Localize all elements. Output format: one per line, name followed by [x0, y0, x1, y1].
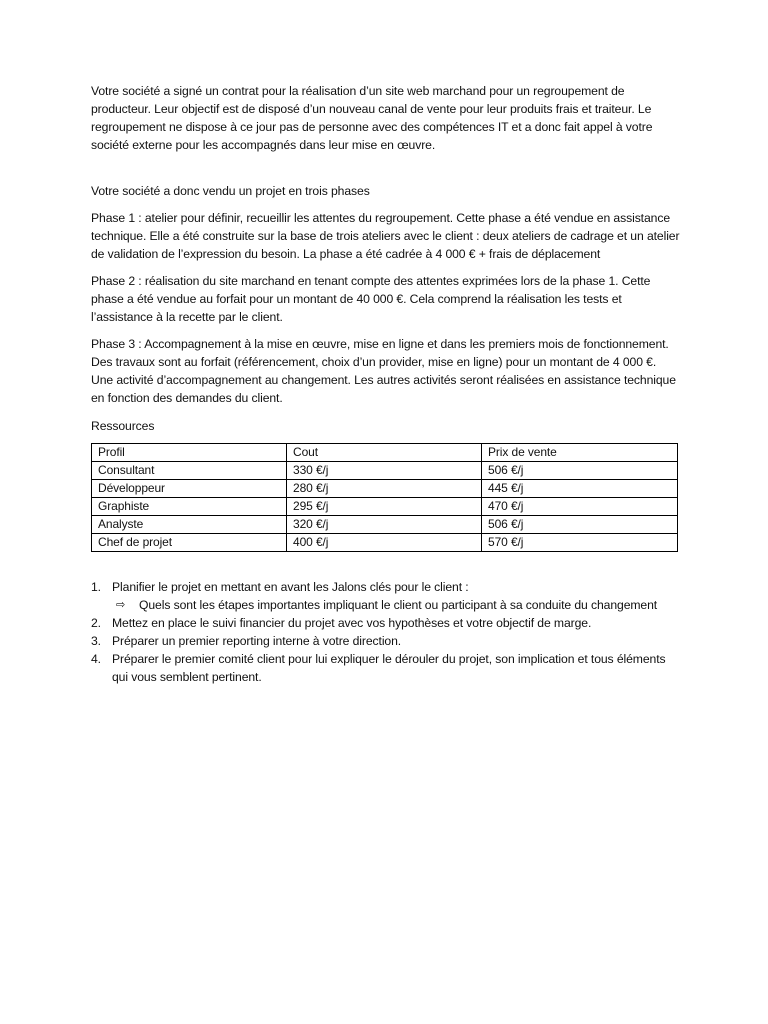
- question-item-1: [91, 578, 681, 614]
- table-cell: 445 €/j: [482, 480, 678, 498]
- table-header-cell: Prix de vente: [482, 444, 678, 462]
- question-sub-item: [112, 596, 681, 614]
- phase-2-paragraph: Phase 2 : réalisation du site marchand en tenant compte des attentes exprimées lors de la phase 1. Cette phase a été vendue au forfait pour un montant de 40 000 €. Cela comprend la réalisation les tests et l’assistance à la recette par le client.: [91, 274, 651, 324]
- table-row: [92, 480, 678, 498]
- table-cell: Graphiste: [92, 498, 287, 516]
- table-cell: Analyste: [92, 516, 287, 534]
- question-item-4: [91, 650, 681, 686]
- table-header-cell: Cout: [287, 444, 482, 462]
- table-cell: 320 €/j: [287, 516, 482, 534]
- table-cell: 330 €/j: [287, 462, 482, 480]
- table-header-cell: Profil: [92, 444, 287, 462]
- table-cell: 470 €/j: [482, 498, 678, 516]
- question-text: Mettez en place le suivi financier du projet avec vos hypothèses et votre objectif de marge.: [112, 616, 592, 630]
- phase-1-paragraph: Phase 1 : atelier pour définir, recueillir les attentes du regroupement. Cette phase a été vendue en assistance technique. Elle a été construite sur la base de trois ateliers avec le client : deux ateliers de cadrage et un atelier de validation de l’expression du besoin. La phase a été cadrée à 4 000 € + frais de déplacement: [91, 211, 680, 261]
- table-cell: Consultant: [92, 462, 287, 480]
- resources-table: [91, 443, 678, 552]
- table-row: [92, 462, 678, 480]
- phases-intro: Votre société a donc vendu un projet en trois phases: [91, 184, 370, 198]
- question-item-3: [91, 632, 681, 650]
- question-number: 3.: [91, 634, 101, 648]
- question-number: 2.: [91, 616, 101, 630]
- resources-heading: Ressources: [91, 419, 155, 433]
- arrow-right-icon: ⇨: [116, 599, 126, 611]
- table-row: [92, 498, 678, 516]
- table-cell: 506 €/j: [482, 516, 678, 534]
- table-cell: 400 €/j: [287, 534, 482, 552]
- document-page: [91, 82, 681, 686]
- table-row: [92, 534, 678, 552]
- intro-paragraph: Votre société a signé un contrat pour la réalisation d’un site web marchand pour un regroupement de producteur. Leur objectif est de disposé d’un nouveau canal de vente pour leur produits frais et traiteur. Le regroupement ne dispose à ce jour pas de personne avec des compétences IT et a donc fait appel à votre société externe pour les accompagnés dans leur mise en œuvre.: [91, 84, 653, 152]
- table-cell: 280 €/j: [287, 480, 482, 498]
- table-row: [92, 516, 678, 534]
- question-text: Planifier le projet en mettant en avant les Jalons clés pour le client :: [112, 580, 469, 594]
- question-number: 1.: [91, 580, 101, 594]
- question-sub-text: Quels sont les étapes importantes impliquant le client ou participant à sa conduite du changement: [139, 598, 658, 612]
- question-item-2: [91, 614, 681, 632]
- table-cell: 506 €/j: [482, 462, 678, 480]
- table-header-row: [92, 444, 678, 462]
- questions-list: [91, 578, 681, 686]
- question-number: 4.: [91, 652, 101, 666]
- question-text: Préparer un premier reporting interne à votre direction.: [112, 634, 402, 648]
- phase-3-paragraph: Phase 3 : Accompagnement à la mise en œuvre, mise en ligne et dans les premiers mois de fonctionnement. Des travaux sont au forfait (référencement, choix d’un provider, mise en ligne) pour un montant de 4 000 €. Une activité d’accompagnement au changement. Les autres activités seront réalisées en assistance technique en fonction des demandes du client.: [91, 337, 676, 405]
- table-cell: 295 €/j: [287, 498, 482, 516]
- table-cell: Chef de projet: [92, 534, 287, 552]
- question-text: Préparer le premier comité client pour lui expliquer le dérouler du projet, son implication et tous éléments qui vous semblent pertinent.: [112, 652, 666, 684]
- table-cell: Développeur: [92, 480, 287, 498]
- table-cell: 570 €/j: [482, 534, 678, 552]
